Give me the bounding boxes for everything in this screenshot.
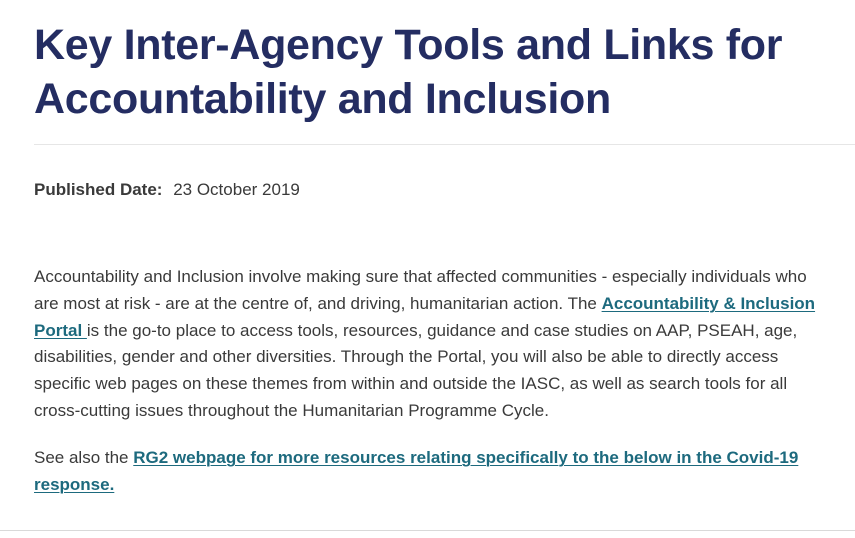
bottom-divider [0, 530, 855, 531]
accountability-inclusion-portal-link[interactable]: Accountability & Inclusion Portal [34, 293, 816, 340]
intro-text-after-link: is the go-to place to access tools, resources, guidance and case studies on AAP, PSEAH, age, disabilities, gender and other diversities. Through the Portal, you will also be able to directly access specific web pages on these themes from within and outside the IASC, as well as search tools for all cross-cutting issues throughout the Humanitarian Programme Cycle. [34, 320, 798, 420]
see-also-text: See also the [34, 448, 134, 467]
title-divider [34, 144, 855, 145]
rg2-webpage-link[interactable]: RG2 webpage for more resources relating specifically to the below in the Covid-19 response. [34, 448, 799, 494]
published-date-label: Published Date: [34, 180, 163, 199]
intro-text-before-link: Accountability and Inclusion involve making sure that affected communities - especially individuals who are most at risk - are at the centre of, and driving, humanitarian action. The [34, 267, 807, 313]
published-date-value: 23 October 2019 [173, 180, 300, 199]
see-also-paragraph [34, 445, 834, 499]
published-date [34, 179, 300, 201]
intro-paragraph [34, 264, 834, 425]
page-title: Key Inter-Agency Tools and Links for Accountability and Inclusion [34, 21, 783, 123]
